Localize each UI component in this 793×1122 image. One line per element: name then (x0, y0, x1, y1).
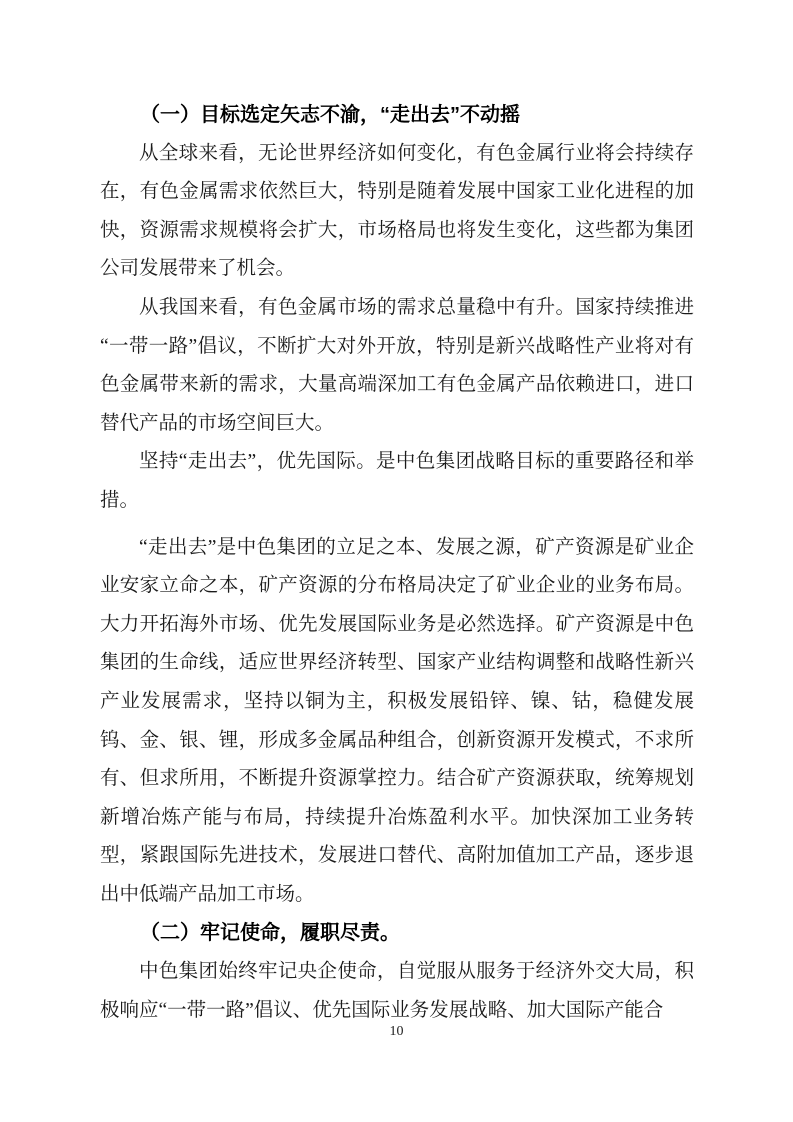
paragraph-going-out-priority: 坚持“走出去”，优先国际。是中色集团战略目标的重要路径和举措。 (100, 451, 694, 511)
page-content (100, 96, 694, 1030)
page-number: 10 (389, 1024, 404, 1039)
paragraph-domestic-view: 从我国来看，有色金属市场的需求总量稳中有升。国家持续推进“一带一路”倡议，不断扩大对外开放，特别是新兴战略性产业将对有色金属带来新的需求，大量高端深加工有色金属产品依赖进口，进口替代产品的市场空间巨大。 (100, 296, 694, 434)
paragraph-central-enterprise-mission: 中色集团始终牢记央企使命，自觉服从服务于经济外交大局，积极响应“一带一路”倡议、优先国际业务发展战略、加大国际产能合 (100, 961, 694, 1021)
section-heading-mission: （二）牢记使命，履职尽责。 (140, 922, 400, 945)
paragraph-going-out-foundation: “走出去”是中色集团的立足之本、发展之源，矿产资源是矿业企业安家立命之本，矿产资源的分布格局决定了矿业企业的业务布局。大力开拓海外市场、优先发展国际业务是必然选择。矿产资源是中色集团的生命线，适应世界经济转型、国家产业结构调整和战略性新兴产业发展需求，坚持以铜为主，积极发展铅锌、镍、钴，稳健发展钨、金、银、锂，形成多金属品种组合，创新资源开发模式，不求所有、但求所用，不断提升资源掌控力。结合矿产资源获取，统筹规划新增冶炼产能与布局，持续提升冶炼盈利水平。加快深加工业务转型，紧跟国际先进技术，发展进口替代、高附加值加工产品，逐步退出中低端产品加工市场。 (100, 536, 694, 905)
paragraph-global-view: 从全球来看，无论世界经济如何变化，有色金属行业将会持续存在，有色金属需求依然巨大，特别是随着发展中国家工业化进程的加快，资源需求规模将会扩大，市场格局也将发生变化，这些都为集团公司发展带来了机会。 (100, 142, 694, 280)
section-heading-goal-selection: （一）目标选定矢志不渝，“走出去”不动摇 (140, 104, 520, 126)
